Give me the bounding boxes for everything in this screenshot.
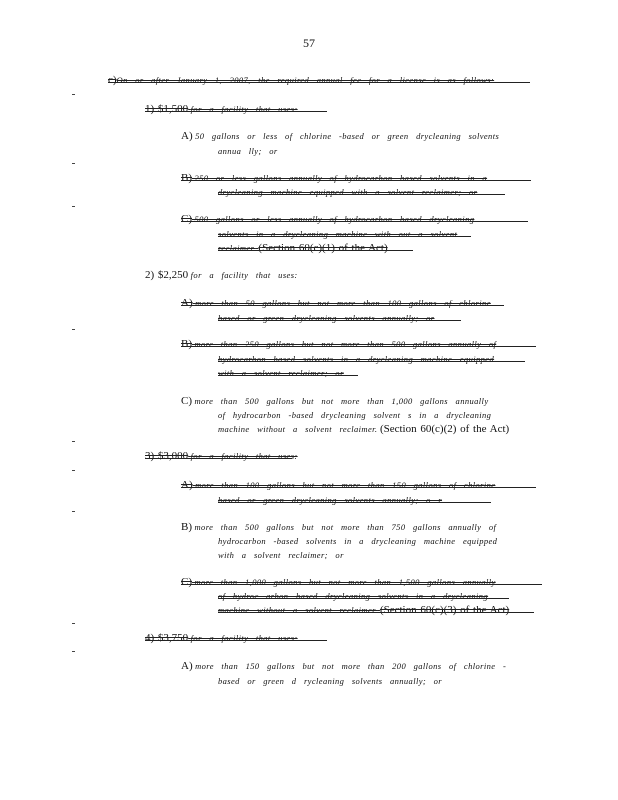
strike-rule [181, 584, 542, 585]
item-text-cont [218, 312, 435, 325]
item-text: 250 or less gallons annually of hydrocarbon based solvents in a [194, 173, 488, 183]
tier-label: 1) $1,500 [145, 103, 189, 115]
item-text-cont [218, 604, 509, 617]
item-label: A) [181, 479, 193, 491]
item-text-cont [218, 228, 457, 241]
item-text-cont [218, 590, 488, 603]
margin-change-mark [72, 623, 75, 624]
tier-text: for a facility that uses: [190, 451, 298, 461]
item-text: hydrocarbon based solvents in a drycleaning machine equipped [218, 354, 495, 364]
item-text-cont [218, 409, 491, 422]
margin-change-mark [72, 206, 75, 207]
strike-rule [218, 361, 525, 362]
item-text-cont [218, 423, 509, 436]
item-label: A) [181, 660, 193, 672]
item-text: 500 gallons or less annually of hydrocarbon based drycleaning [194, 214, 475, 224]
tier-label: 4) $3,750 [145, 632, 189, 644]
strike-rule [218, 612, 534, 613]
margin-change-mark [72, 441, 75, 442]
item-text: hydrocarbon -based solvents in a drycleaning machine equipped [218, 536, 498, 546]
tier-2-item-b [181, 338, 496, 351]
paragraph-c [108, 74, 494, 87]
item-text: more than 500 gallons but not more than 750 gallons annually of [194, 522, 497, 532]
strike-rule [145, 458, 292, 459]
tier-label: 3) $3,000 [145, 450, 189, 462]
tier-text: for a facility that uses: [190, 270, 298, 280]
tier-4-heading [145, 632, 298, 645]
tier-3-heading [145, 450, 298, 463]
margin-change-mark [72, 511, 75, 512]
strike-rule [181, 180, 531, 181]
strike-rule [181, 221, 528, 222]
tier-1-item-b [181, 172, 487, 185]
statute-citation: (Section 60(c)(1) of the Act) [258, 242, 388, 254]
item-text: more than 500 gallons but not more than 1,000 gallons annually [194, 396, 489, 406]
margin-change-mark [72, 163, 75, 164]
tier-2-heading [145, 269, 298, 282]
tier-label: 2) $2,250 [145, 269, 189, 281]
item-text-cont [218, 242, 388, 255]
tier-2-item-c [181, 395, 489, 408]
margin-change-mark [72, 470, 75, 471]
item-label: c) [108, 74, 117, 86]
tier-4-item-a [181, 660, 506, 673]
strike-rule [218, 250, 413, 251]
item-text: On or after January 1, 2007, the required annual fee for a license is as follows: [116, 75, 495, 85]
item-label: A) [181, 130, 193, 142]
strike-rule [181, 305, 504, 306]
strike-rule [181, 346, 536, 347]
item-text: of hydrocarbon -based drycleaning solvent s in a drycleaning [218, 410, 492, 420]
item-text-cont [218, 675, 442, 688]
tier-text: for a facility that uses: [190, 104, 298, 114]
strike-rule [218, 502, 491, 503]
strike-rule [218, 236, 471, 237]
item-text: annua lly; or [218, 146, 278, 156]
strike-rule [218, 194, 505, 195]
item-text: more than 100 gallons but not more than 150 gallons of chlorine [195, 480, 496, 490]
statute-citation: (Section 60(c)(2) of the Act) [379, 423, 510, 435]
item-label: B) [181, 338, 192, 350]
strike-rule [218, 375, 358, 376]
item-label: A) [181, 297, 193, 309]
item-label: B) [181, 521, 192, 533]
item-label: C) [181, 395, 192, 407]
item-text: reclaimer. [218, 243, 256, 253]
item-text: based or green drycleaning solvents annually; o r [218, 495, 443, 505]
tier-1-heading [145, 103, 298, 116]
page-number: 57 [303, 36, 315, 50]
item-text-cont [218, 549, 344, 562]
strike-rule [181, 487, 536, 488]
tier-2-item-a [181, 297, 491, 310]
item-label: B) [181, 172, 192, 184]
tier-3-item-c [181, 576, 496, 589]
item-text-cont [218, 353, 494, 366]
item-text: based or green d rycleaning solvents annually; or [218, 676, 443, 686]
tier-1-item-a [181, 130, 499, 143]
item-label: C) [181, 213, 192, 225]
item-text-cont [218, 535, 497, 548]
item-text: more than 150 gallons but not more than 200 gallons of chlorine - [195, 661, 507, 671]
tier-3-item-a [181, 479, 495, 492]
item-label: C) [181, 576, 192, 588]
strike-rule [218, 598, 509, 599]
item-text: machine without a solvent reclaimer. [218, 605, 378, 615]
margin-change-mark [72, 651, 75, 652]
statute-citation: (Section 60(c)(3) of the Act) [379, 604, 510, 616]
item-text: drycleaning machine equipped with a solvent reclaimer; or [218, 187, 478, 197]
item-text-cont [218, 145, 278, 158]
margin-change-mark [72, 94, 75, 95]
item-text: based or green drycleaning solvents annually; or [218, 313, 435, 323]
item-text-cont [218, 367, 344, 380]
item-text: with a solvent reclaimer; or [218, 368, 344, 378]
tier-1-item-c [181, 213, 474, 226]
item-text: more than 1,000 gallons but not more than 1,500 gallons annually [194, 577, 496, 587]
strike-rule [145, 111, 327, 112]
item-text: more than 50 gallons but not more than 100 gallons of chlorine [195, 298, 491, 308]
item-text: with a solvent reclaimer; or [218, 550, 344, 560]
item-text: solvents in a drycleaning machine with out a solvent [218, 229, 458, 239]
strike-rule [145, 640, 327, 641]
item-text: machine without a solvent reclaimer. [218, 424, 378, 434]
item-text: 50 gallons or less of chlorine -based or green drycleaning solvents [195, 131, 500, 141]
strike-rule [218, 320, 461, 321]
item-text: more than 250 gallons but not more than 500 gallons annually of [194, 339, 497, 349]
strike-rule [108, 82, 530, 83]
tier-text: for a facility that uses: [190, 633, 298, 643]
item-text-cont [218, 186, 477, 199]
tier-3-item-b [181, 521, 496, 534]
item-text: of hydroc arbon based drycleaning solvents in a drycleaning [218, 591, 489, 601]
margin-change-mark [72, 329, 75, 330]
item-text-cont [218, 494, 442, 507]
